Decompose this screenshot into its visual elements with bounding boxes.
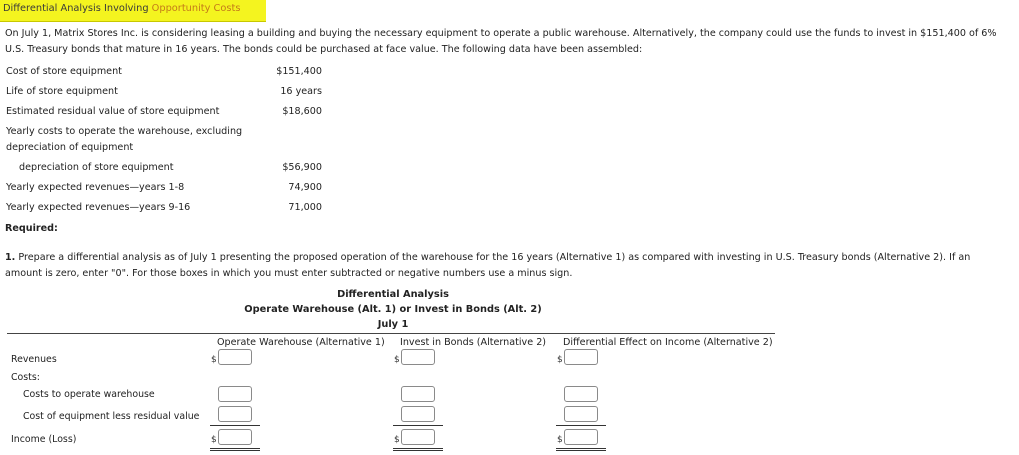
costs-operate-alt2-input[interactable] — [401, 386, 435, 402]
column-header-differential: Differential Effect on Income (Alternative 2) — [563, 337, 773, 348]
row-label-costs-operate: Costs to operate warehouse — [23, 389, 155, 400]
costs-operate-alt1-input[interactable] — [218, 386, 252, 402]
instruction-number: 1. — [5, 252, 16, 263]
total-double-rule — [210, 448, 260, 451]
column-header-alt2: Invest in Bonds (Alternative 2) — [400, 337, 547, 348]
costs-operate-differential-input[interactable] — [564, 386, 598, 402]
page-title — [3, 3, 240, 14]
revenues-alt2-input[interactable] — [401, 349, 435, 365]
income-alt1-input[interactable] — [218, 429, 252, 445]
subtotal-rule — [393, 425, 443, 426]
residual-value: $18,600 — [282, 106, 322, 117]
analysis-heading: Differential Analysis — [337, 289, 449, 300]
analysis-subheading: Operate Warehouse (Alt. 1) or Invest in Bonds (Alt. 2) — [244, 304, 542, 315]
total-double-rule — [393, 448, 443, 451]
revenues-differential-input[interactable] — [564, 349, 598, 365]
cost-equipment-value: $151,400 — [276, 66, 322, 77]
revenues-1-8-label: Yearly expected revenues—years 1-8 — [6, 182, 185, 193]
income-alt2-input[interactable] — [401, 429, 435, 445]
required-label: Required: — [5, 223, 58, 234]
dollar-sign: $ — [394, 355, 400, 365]
revenues-9-16-label: Yearly expected revenues—years 9-16 — [6, 202, 191, 213]
column-header-alt1: Operate Warehouse (Alternative 1) — [217, 337, 385, 348]
intro-paragraph: On July 1, Matrix Stores Inc. is considering leasing a building and buying the necessary equipment to operate a public warehouse. Alternatively, the company could use the funds to invest in $151,400 of 6% U.S. Treasury bonds that mature in 16 years. The bonds could be purchased at face value. The following data have been assembled: — [5, 28, 997, 55]
revenues-1-8-value: 74,900 — [288, 182, 322, 193]
table-top-rule — [7, 333, 775, 334]
subtotal-rule — [556, 425, 606, 426]
cost-equipment-alt1-input[interactable] — [218, 406, 252, 422]
yearly-costs-label-line1: Yearly costs to operate the warehouse, excluding — [6, 126, 243, 137]
analysis-date: July 1 — [377, 319, 409, 330]
subtotal-rule — [210, 425, 260, 426]
cost-equipment-alt2-input[interactable] — [401, 406, 435, 422]
dollar-sign: $ — [557, 435, 563, 445]
yearly-costs-label-line2: depreciation of equipment — [6, 142, 134, 153]
row-label-cost-equipment: Cost of equipment less residual value — [23, 411, 200, 422]
residual-label: Estimated residual value of store equipment — [6, 106, 220, 117]
cost-equipment-differential-input[interactable] — [564, 406, 598, 422]
yearly-costs-label-line3: depreciation of store equipment — [19, 162, 174, 173]
revenues-alt1-input[interactable] — [218, 349, 252, 365]
revenues-9-16-value: 71,000 — [288, 202, 322, 213]
life-label: Life of store equipment — [6, 86, 118, 97]
instruction-text: Prepare a differential analysis as of July 1 presenting the proposed operation of the warehouse for the 16 years (Alternative 1) as compared with investing in U.S. Treasury bonds (Alternative 2). If an amount is zero, enter "0". For those boxes in which you must enter subtracted or negative numbers use a minus sign. — [5, 252, 971, 279]
row-label-revenues: Revenues — [11, 354, 57, 365]
dollar-sign: $ — [394, 435, 400, 445]
total-double-rule — [556, 448, 606, 451]
dollar-sign: $ — [211, 355, 217, 365]
life-value: 16 years — [280, 86, 322, 97]
dollar-sign: $ — [211, 435, 217, 445]
dollar-sign: $ — [557, 355, 563, 365]
title-accent: Opportunity Costs — [151, 3, 241, 14]
instructions — [5, 250, 1010, 282]
yearly-costs-value: $56,900 — [282, 162, 322, 173]
row-label-costs: Costs: — [11, 372, 40, 383]
income-differential-input[interactable] — [564, 429, 598, 445]
row-label-income: Income (Loss) — [11, 434, 77, 445]
cost-equipment-label: Cost of store equipment — [6, 66, 122, 77]
title-main: Differential Analysis Involving — [3, 3, 152, 14]
